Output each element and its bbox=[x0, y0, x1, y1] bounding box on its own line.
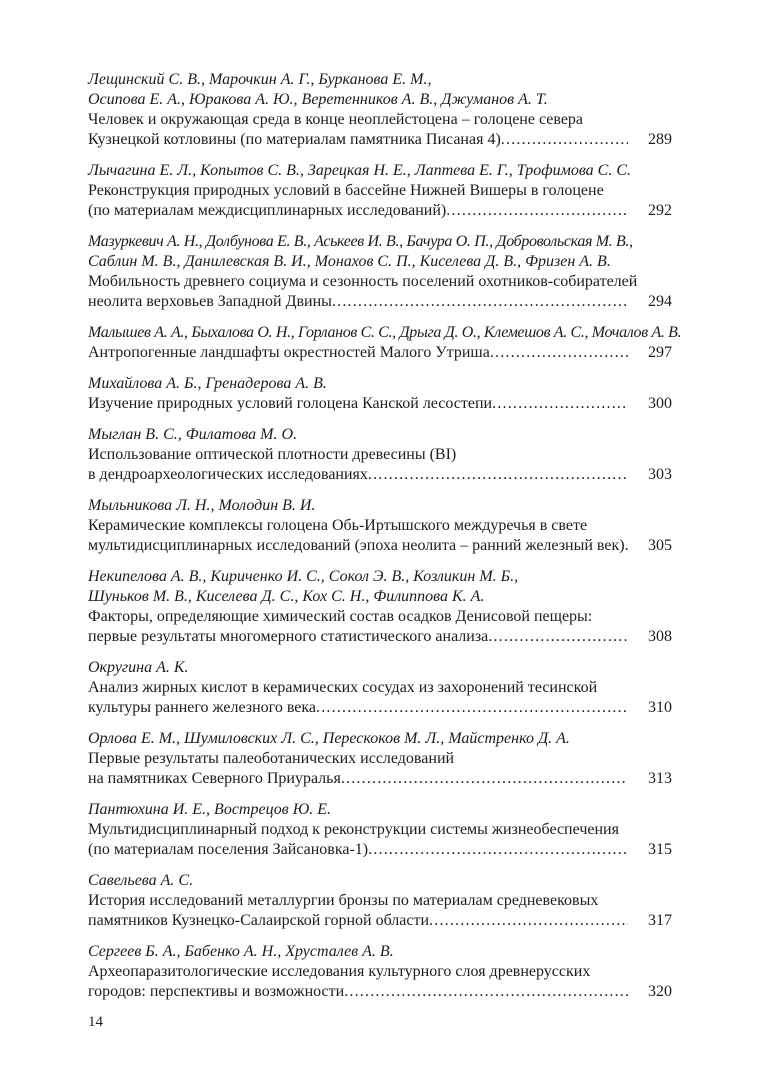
entry-title-last-line bbox=[88, 769, 692, 789]
entry-page-number: 300 bbox=[648, 395, 672, 412]
dot-leader bbox=[316, 698, 628, 718]
entry-title-line: Керамические комплексы голоцена Обь-Иртышского междуречья в свете bbox=[88, 517, 588, 534]
entry-authors-line: Саблин М. В., Данилевская В. И., Монахов С. П., Киселева Д. В., Фризен А. В. bbox=[88, 253, 611, 270]
entry-authors-line: Лычагина Е. Л., Копытов С. В., Зарецкая Н. Е., Лаптева Е. Г., Трофимова С. С. bbox=[88, 162, 632, 179]
entry-title-text: первые результаты многомерного статистического анализа bbox=[88, 628, 489, 645]
dot-leader bbox=[332, 292, 628, 312]
entry-authors-line: Мазуркевич А. Н., Долбунова Е. В., Аськеев И. В., Бачура О. П., Добровольская М. В., bbox=[88, 233, 633, 250]
entry-title-text: (по материалам междисциплинарных исследований) bbox=[88, 202, 447, 219]
entry-page-number: 320 bbox=[648, 983, 672, 1000]
dot-leader bbox=[368, 465, 628, 485]
entry-title-line: Использование оптической плотности древесины (BI) bbox=[88, 446, 457, 463]
entry-title-last-line bbox=[88, 840, 692, 860]
dot-leader bbox=[446, 201, 628, 221]
dot-leader bbox=[488, 627, 628, 647]
dot-leader bbox=[625, 536, 628, 556]
entry-page-number: 289 bbox=[648, 131, 672, 148]
entry-authors-line: Мыглан В. С., Филатова М. О. bbox=[88, 426, 298, 443]
entry-authors-line: Округина А. К. bbox=[88, 659, 189, 676]
toc-entry bbox=[88, 729, 692, 789]
toc-entry bbox=[88, 942, 692, 1002]
entry-title-text: на памятниках Северного Приуралья bbox=[88, 770, 341, 787]
entry-title-line: Первые результаты палеоботанических исследований bbox=[88, 750, 455, 767]
entry-page-number: 297 bbox=[648, 344, 672, 361]
dot-leader bbox=[501, 130, 628, 150]
dot-leader bbox=[492, 394, 628, 414]
toc-entry bbox=[88, 161, 692, 221]
entry-title-line: Факторы, определяющие химический состав осадков Денисовой пещеры: bbox=[88, 608, 593, 625]
entry-page-number: 292 bbox=[648, 202, 672, 219]
entry-page-number: 294 bbox=[648, 293, 672, 310]
entry-page-number: 303 bbox=[648, 466, 672, 483]
entry-authors-line: Осипова Е. А., Юракова А. Ю., Веретенников А. В., Джуманов А. Т. bbox=[88, 91, 548, 108]
entry-authors-line: Малышев А. А., Быхалова О. Н., Горланов С. С., Дрыга Д. О., Клемешов А. С., Мочалов А. В. bbox=[88, 324, 682, 341]
entry-title-text: городов: перспективы и возможности bbox=[88, 983, 345, 1000]
entry-title-line: История исследований металлургии бронзы по материалам средневековых bbox=[88, 892, 599, 909]
entry-title-text: Кузнецкой котловины (по материалам памятника Писаная 4) bbox=[88, 131, 501, 148]
entry-title-text: Изучение природных условий голоцена Канской лесостепи bbox=[88, 395, 493, 412]
table-of-contents bbox=[88, 70, 692, 1013]
entry-title-last-line bbox=[88, 982, 692, 1002]
entry-title-line: Мобильность древнего социума и сезонность поселений охотников-собирателей bbox=[88, 273, 638, 290]
entry-title-line: Мультидисциплинарный подход к реконструкции системы жизнеобеспечения bbox=[88, 821, 619, 838]
entry-title-last-line bbox=[88, 698, 692, 718]
dot-leader bbox=[341, 769, 628, 789]
entry-authors-line: Лещинский С. В., Марочкин А. Г., Бурканова Е. М., bbox=[88, 71, 432, 88]
entry-authors-line: Некипелова А. В., Кириченко И. С., Сокол Э. В., Козликин М. Б., bbox=[88, 568, 519, 585]
entry-page-number: 305 bbox=[648, 537, 672, 554]
toc-entry bbox=[88, 871, 692, 931]
dot-leader bbox=[490, 343, 628, 363]
entry-title-text: в дендроархеологических исследованиях bbox=[88, 466, 368, 483]
entry-authors-line: Орлова Е. М., Шумиловских Л. С., Перескоков М. Л., Майстренко Д. А. bbox=[88, 730, 570, 747]
toc-entry bbox=[88, 323, 692, 363]
dot-leader bbox=[429, 911, 628, 931]
entry-authors-line: Савельева А. С. bbox=[88, 872, 194, 889]
page-number: 14 bbox=[88, 1014, 103, 1030]
entry-authors-line: Михайлова А. Б., Гренадерова А. В. bbox=[88, 375, 327, 392]
toc-entry bbox=[88, 658, 692, 718]
toc-entry bbox=[88, 425, 692, 485]
entry-title-line: Археопаразитологические исследования культурного слоя древнерусских bbox=[88, 963, 591, 980]
entry-title-line: Человек и окружающая среда в конце неоплейстоцена – голоцене севера bbox=[88, 111, 584, 128]
entry-title-last-line bbox=[88, 536, 692, 556]
entry-title-last-line bbox=[88, 394, 692, 414]
entry-title-last-line bbox=[88, 627, 692, 647]
entry-title-text: культуры раннего железного века bbox=[88, 699, 317, 716]
entry-title-line: Реконструкция природных условий в бассейне Нижней Вишеры в голоцене bbox=[88, 182, 604, 199]
entry-title-line: Анализ жирных кислот в керамических сосудах из захоронений тесинской bbox=[88, 679, 598, 696]
toc-entry bbox=[88, 567, 692, 647]
page-number-footer bbox=[88, 1012, 103, 1032]
entry-title-text: мультидисциплинарных исследований (эпоха неолита – ранний железный век) bbox=[88, 537, 625, 554]
entry-title-text: Антропогенные ландшафты окрестностей Малого Утриша bbox=[88, 344, 490, 361]
entry-page-number: 308 bbox=[648, 628, 672, 645]
entry-authors-line: Пантюхина И. Е., Вострецов Ю. Е. bbox=[88, 801, 332, 818]
toc-entry bbox=[88, 70, 692, 150]
dot-leader bbox=[368, 840, 628, 860]
entry-authors-line: Шуньков М. В., Киселева Д. С., Кох С. Н., Филиппова К. А. bbox=[88, 588, 485, 605]
dot-leader bbox=[344, 982, 628, 1002]
entry-page-number: 317 bbox=[648, 912, 672, 929]
entry-title-text: неолита верховьев Западной Двины bbox=[88, 293, 332, 310]
entry-title-last-line bbox=[88, 343, 692, 363]
toc-entry bbox=[88, 232, 692, 312]
entry-title-last-line bbox=[88, 201, 692, 221]
entry-title-text: (по материалам поселения Зайсановка-1) bbox=[88, 841, 369, 858]
entry-title-text: памятников Кузнецко-Салаирской горной области bbox=[88, 912, 430, 929]
entry-title-last-line bbox=[88, 465, 692, 485]
entry-authors-line: Мыльникова Л. Н., Молодин В. И. bbox=[88, 497, 316, 514]
toc-entry bbox=[88, 800, 692, 860]
entry-page-number: 313 bbox=[648, 770, 672, 787]
entry-page-number: 310 bbox=[648, 699, 672, 716]
entry-title-last-line bbox=[88, 292, 692, 312]
entry-title-last-line bbox=[88, 911, 692, 931]
entry-title-last-line bbox=[88, 130, 692, 150]
entry-page-number: 315 bbox=[648, 841, 672, 858]
toc-entry bbox=[88, 374, 692, 414]
toc-entry bbox=[88, 496, 692, 556]
entry-authors-line: Сергеев Б. А., Бабенко А. Н., Хрусталев А. В. bbox=[88, 943, 394, 960]
